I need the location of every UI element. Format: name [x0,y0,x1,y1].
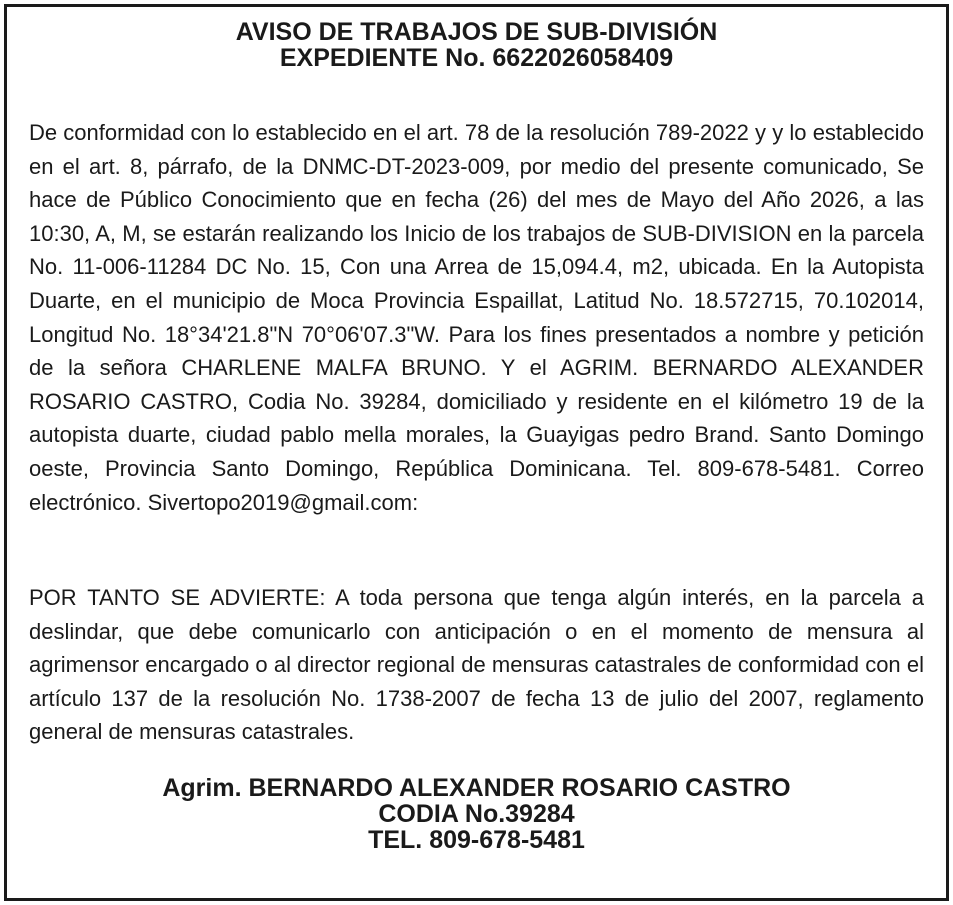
signature-name: Agrim. BERNARDO ALEXANDER ROSARIO CASTRO [162,774,791,802]
notice-title: AVISO DE TRABAJOS DE SUB-DIVISIÓN [235,18,718,46]
signature-codia: CODIA No.39284 [378,800,575,828]
signature-block [7,775,946,853]
notice-frame [4,4,949,901]
signature-phone: TEL. 809-678-5481 [368,826,585,854]
notice-paragraph-1: De conformidad con lo establecido en el art. 78 de la resolución 789-2022 y y lo establecido en el art. 8, párrafo, de la DNMC-DT-2023-009, por medio del presente comunicado, Se hace de Público Conocimiento que en fecha (26) del mes de Mayo del Año 2026, a las 10:30, A, M, se estarán realizando los Inicio de los trabajos de SUB-DIVISION en la parcela No. 11-006-11284 DC No. 15, Con una Arrea de 15,094.4, m2, ubicada. En la Autopista Duarte, en el municipio de Moca Provincia Espaillat, Latitud No. 18.572715, 70.102014, Longitud No. 18°34'21.8"N 70°06'07.3"W. Para los fines presentados a nombre y petición de la señora CHARLENE MALFA BRUNO. Y el AGRIM. BERNARDO ALEXANDER ROSARIO CASTRO, Codia No. 39284, domiciliado y residente en el kilómetro 19 de la autopista duarte, ciudad pablo mella morales, la Guayigas pedro Brand. Santo Domingo oeste, Provincia Santo Domingo, República Dominicana. Tel. 809-678-5481. Correo electrónico. Sivertopo2019@gmail.com: [29,120,924,515]
notice-header [7,19,946,71]
file-number: EXPEDIENTE No. 6622026058409 [279,44,674,72]
notice-paragraph-2: POR TANTO SE ADVIERTE: A toda persona que tenga algún interés, en la parcela a deslindar, que debe comunicarlo con anticipación o en el momento de mensura al agrimensor encargado o al director regional de mensuras catastrales de conformidad con el artículo 137 de la resolución No. 1738-2007 de fecha 13 de julio del 2007, reglamento general de mensuras catastrales. [29,585,924,745]
